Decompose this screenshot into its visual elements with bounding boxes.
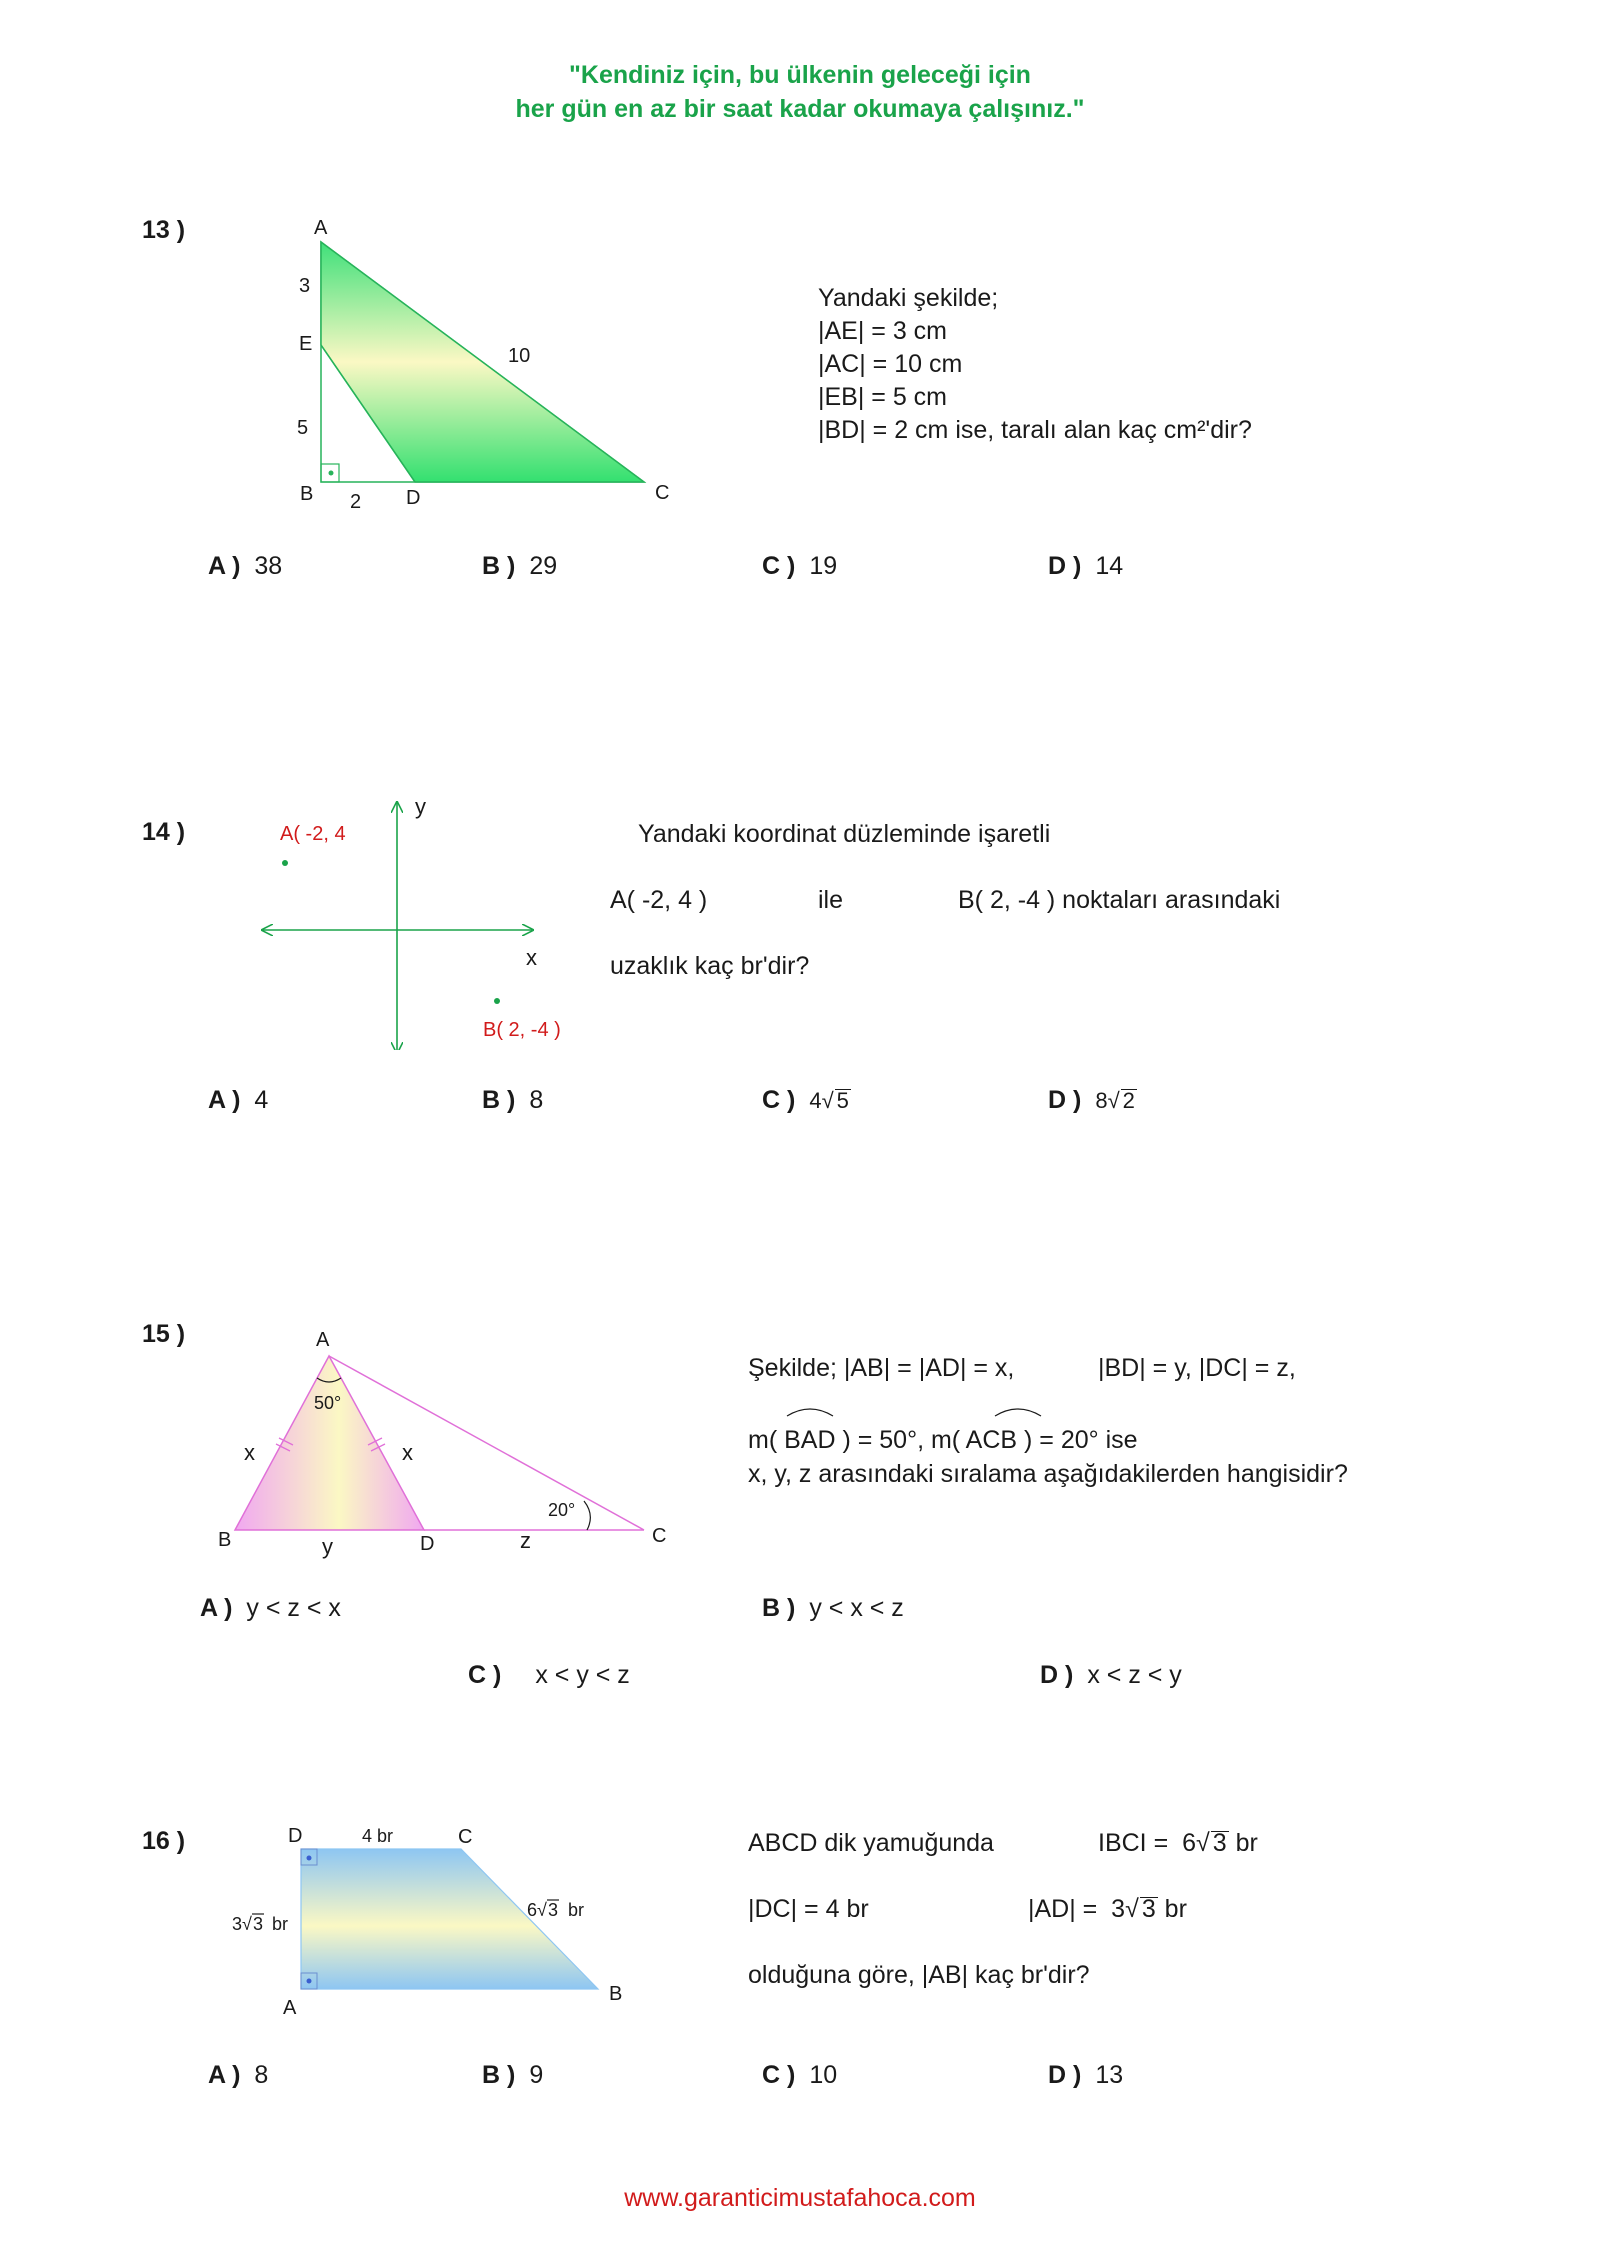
label-c: C	[655, 482, 670, 504]
q14-option-a[interactable]: A ) 4	[208, 1086, 269, 1114]
q15-option-b[interactable]: B ) y < x < z	[762, 1594, 904, 1622]
q15-text-line1-a: Şekilde; |AB| = |AD| = x,	[748, 1354, 1015, 1382]
svg-text:√: √	[537, 1900, 547, 1920]
svg-text:3: 3	[232, 1914, 243, 1934]
svg-text:6: 6	[527, 1900, 538, 1920]
q13-option-a[interactable]: A ) 38	[208, 552, 283, 580]
q15-angle-hats	[785, 1404, 1055, 1418]
label-angle-c: 20°	[548, 1500, 576, 1520]
label-b: B	[218, 1529, 232, 1551]
label-ad-x: x	[402, 1440, 413, 1465]
question-15-figure	[200, 1320, 680, 1580]
svg-text:√: √	[242, 1914, 252, 1934]
right-angle-dot	[329, 471, 334, 476]
q13-text-line3: |AC| = 10 cm	[818, 350, 963, 378]
label-e: E	[299, 333, 313, 355]
angle-hat-bad	[787, 1409, 833, 1416]
svg-text:3: 3	[253, 1914, 264, 1934]
point-a	[282, 860, 288, 866]
label-dc-z: z	[520, 1528, 531, 1553]
q16-text-line2-a: |DC| = 4 br	[748, 1895, 869, 1923]
label-d: D	[406, 487, 421, 509]
label-point-a: A( -2, 4	[280, 823, 346, 845]
label-y: y	[415, 794, 426, 819]
label-a: A	[283, 1997, 297, 2018]
point-b	[494, 998, 500, 1004]
label-a: A	[314, 217, 328, 239]
q14-option-b[interactable]: B ) 8	[482, 1086, 544, 1114]
label-dc-length: 4 br	[362, 1826, 394, 1846]
svg-text:3: 3	[548, 1900, 559, 1920]
q13-text-line5: |BD| = 2 cm ise, taralı alan kaç cm²'dir?	[818, 416, 1252, 444]
q15-option-d[interactable]: D ) x < z < y	[1040, 1661, 1182, 1689]
q13-text-line4: |EB| = 5 cm	[818, 383, 948, 411]
q13-option-d[interactable]: D ) 14	[1048, 552, 1124, 580]
q16-option-a[interactable]: A ) 8	[208, 2061, 269, 2089]
svg-text:br: br	[568, 1900, 585, 1920]
q16-text-line1-a: ABCD dik yamuğunda	[748, 1829, 994, 1857]
q14-text-line3: uzaklık kaç br'dir?	[610, 952, 810, 980]
label-bc-length	[527, 1900, 584, 1920]
label-ad-length	[232, 1914, 288, 1934]
q15-text-line3: x, y, z arasındaki sıralama aşağıdakilerden hangisidir?	[748, 1460, 1348, 1488]
q15-text-line2: m( BAD ) = 50°, m( ACB ) = 20° ise	[748, 1426, 1138, 1454]
label-eb-length: 5	[297, 417, 309, 439]
svg-text:br: br	[272, 1914, 289, 1934]
label-x: x	[526, 945, 537, 970]
q14-option-d[interactable]: D ) 8√ 2	[1048, 1086, 1135, 1114]
q16-option-c[interactable]: C ) 10	[762, 2061, 838, 2089]
question-15-number: 15 )	[142, 1320, 186, 1348]
shaded-region	[321, 242, 644, 482]
label-d: D	[420, 1533, 435, 1555]
right-angle-a-dot	[307, 1979, 312, 1984]
right-angle-d-dot	[307, 1856, 312, 1861]
label-c: C	[652, 1525, 667, 1547]
q14-text-point-b: B( 2, -4 ) noktaları arasındaki	[958, 886, 1281, 914]
q16-text-bc: IBCI = 6√ 3 br	[1098, 1829, 1258, 1857]
label-d: D	[288, 1825, 303, 1847]
question-16-figure	[220, 1818, 640, 2018]
q14-text-line1: Yandaki koordinat düzleminde işaretli	[638, 820, 1051, 848]
q13-option-c[interactable]: C ) 19	[762, 552, 838, 580]
q13-text-line2: |AE| = 3 cm	[818, 317, 948, 345]
angle-hat-acb	[995, 1409, 1041, 1416]
angle-arc-c	[584, 1501, 590, 1530]
label-b: B	[609, 1983, 623, 2005]
q14-text-point-a: A( -2, 4 )	[610, 886, 708, 914]
label-angle-a: 50°	[314, 1393, 342, 1413]
label-bd-y: y	[322, 1534, 333, 1559]
label-point-b: B( 2, -4 )	[483, 1019, 561, 1041]
footer-url[interactable]: www.garanticimustafahoca.com	[624, 2184, 976, 2212]
q13-text-line1: Yandaki şekilde;	[818, 284, 999, 312]
q15-option-c[interactable]: C ) x < y < z	[468, 1661, 630, 1689]
label-c: C	[458, 1826, 473, 1848]
label-bd-length: 2	[350, 491, 362, 510]
label-ac-length: 10	[508, 345, 531, 367]
question-13-figure	[280, 210, 680, 510]
q14-option-c[interactable]: C ) 4√ 5	[762, 1086, 849, 1114]
label-b: B	[300, 483, 314, 505]
header-quote-line2: her gün en az bir saat kadar okumaya çalışınız."	[515, 95, 1085, 123]
q15-option-a[interactable]: A ) y < z < x	[200, 1594, 341, 1622]
q16-option-b[interactable]: B ) 9	[482, 2061, 544, 2089]
q16-text-ad: |AD| = 3√ 3 br	[1028, 1895, 1187, 1923]
q16-option-d[interactable]: D ) 13	[1048, 2061, 1124, 2089]
q13-option-b[interactable]: B ) 29	[482, 552, 558, 580]
label-a: A	[316, 1329, 330, 1351]
label-ab-x: x	[244, 1440, 255, 1465]
q16-text-line3: olduğuna göre, |AB| kaç br'dir?	[748, 1961, 1090, 1989]
header-quote-line1: "Kendiniz için, bu ülkenin geleceği için	[569, 61, 1031, 89]
question-14-number: 14 )	[142, 818, 186, 846]
q14-text-ile: ile	[818, 886, 844, 914]
label-ae-length: 3	[299, 275, 311, 297]
question-16-number: 16 )	[142, 1827, 186, 1855]
question-14-figure	[250, 790, 590, 1050]
question-13-number: 13 )	[142, 216, 186, 244]
q15-text-line1-b: |BD| = y, |DC| = z,	[1098, 1354, 1296, 1382]
